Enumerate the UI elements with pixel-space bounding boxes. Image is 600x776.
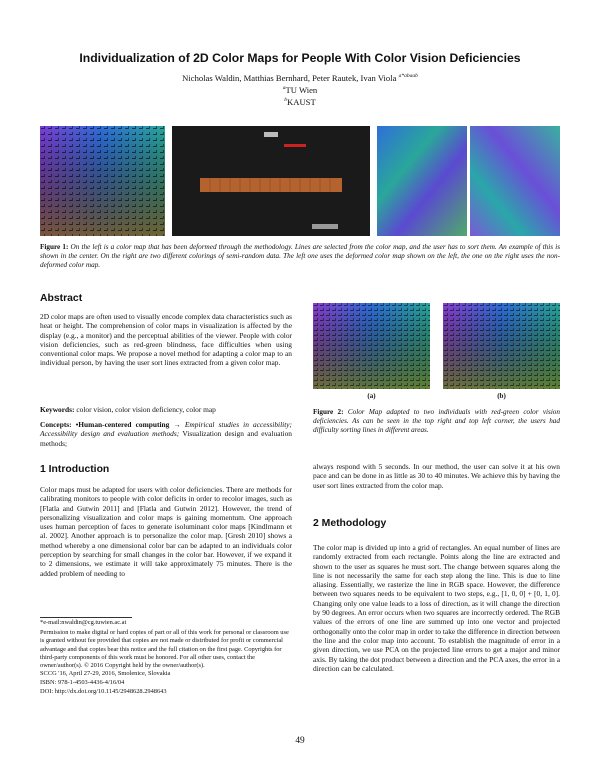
author-marks: a*abaab bbox=[398, 73, 418, 79]
affiliation-a: $^a$TU Wien bbox=[282, 84, 318, 95]
introduction-heading: 1 Introduction bbox=[40, 464, 110, 475]
author-block bbox=[40, 71, 560, 107]
figure2-caption: Figure 2: Color Map adapted to two individuals with red-green color vision deficiencies. As can be seen in the top right and top left corner, the users had difficulty sorting lines in different areas. bbox=[313, 408, 560, 434]
footnote-permission: Permission to make digital or hard copies of part or all of this work for personal or classroom use is granted without fee provided that copies are not made or distributed for profit or commercial advantage and that copies bear this notice and the full citation on the first page. Copyrights for third-party components of this work must be honored. For all other uses, contact the owner/author(s). © 2016 Copyright held by the owner/author(s). bbox=[40, 629, 289, 670]
introduction-text: Color maps must be adapted for users with color deficiencies. There are methods for calibrating monitors to people with color deficits in order to recolor images, such as [Flatla and Gutwin 2011] and [Flatla and Gutwin 2012]. However, the trend of personalizing visualization and color maps is gaining momentum. One approach uses human perception of faces to generate isoluminant color maps [Kindlmann et al. 2002]. Another approach is to personalize the color map. [Gresh 2010] shows a method whereby a one dimensional color bar can be adapted to an individuals color perception by searching for small changes in the color bar. However, if we expand it to 2 dimensions, we estimate it will take approximately 75 minutes. There is the added problem of needing to bbox=[40, 485, 292, 578]
footnote-email: *e-mail:nwaldin@cg.tuwien.ac.at bbox=[40, 619, 127, 626]
figure2b-label: (b) bbox=[497, 392, 506, 400]
figure2b-adapted-color-map bbox=[443, 303, 560, 389]
figure1-sorting-interface bbox=[172, 126, 370, 236]
paper-title: Individualization of 2D Color Maps for People With Color Vision Deficiencies bbox=[79, 51, 521, 65]
footnote-divider bbox=[40, 617, 132, 618]
methodology-heading: 2 Methodology bbox=[313, 518, 387, 529]
sorting-ui-graphic bbox=[172, 126, 370, 236]
keywords-line: Keywords: color vision, color vision deficiency, color map bbox=[40, 405, 216, 414]
abstract-heading: Abstract bbox=[40, 293, 83, 304]
introduction-continuation: always respond with 5 seconds. In our method, the user can solve it at his own pace and can be done in as little as 30 to 40 minutes. We achieve this by having the user sort lines extracted from the color map. bbox=[313, 462, 560, 490]
page-number: 49 bbox=[295, 736, 305, 746]
concepts-line: Concepts: •Human-centered computing → Empirical studies in accessibility; Accessibility design and evaluation methods; Visualization design and evaluation methods; bbox=[40, 420, 292, 448]
footnote-conference: SCCG '16, April 27-29, 2016, Smolenice, Slovakia bbox=[40, 670, 171, 677]
figure2a-adapted-color-map bbox=[313, 303, 430, 389]
footnote-doi: DOI: http://dx.doi.org/10.1145/2948628.2948643 bbox=[40, 688, 167, 695]
affiliation-b: $^b$KAUST bbox=[284, 96, 316, 107]
author-names: Nicholas Waldin, Matthias Bernhard, Peter Rautek, Ivan Viola bbox=[182, 72, 397, 83]
figure1-semi-random-data-colorings bbox=[377, 126, 560, 236]
sorting-status-text bbox=[284, 144, 306, 147]
figure1-deformed-color-map bbox=[40, 126, 165, 236]
sorting-top-button[interactable] bbox=[264, 132, 278, 137]
abstract-text: 2D color maps are often used to visually encode complex data characteristics such as heat or height. The comprehension of color maps in visualization is affected by the display (e.g., a monitor) and the perceptual abilities of the viewer. People with color vision deficiencies, such as red-green blindness, face difficulties when using conventional color maps. We propose a novel method for adapting a color map to an individual person, by having the user sort lines extracted from a given color map. bbox=[40, 312, 292, 368]
sorting-next-button[interactable] bbox=[312, 224, 338, 229]
color-squares-bar[interactable] bbox=[200, 178, 342, 192]
methodology-text: The color map is divided up into a grid of rectangles. An equal number of lines are randomly extracted from each rectangle. Points along the line are extracted and shown to the user as squares he must sort. The change between squares along the line is not necessarily the same for each step along the line. This is due to line aliasing. Essentially, we rasterize the line in RGB space. However, the difference between two squares needs to be equivalent to two steps, e.g., [1, 0, 0] + [0, 1, 0]. Changing only one value leads to a loss of direction, as it will change the direction by 90 degrees. An error occurs when two squares are incorrectly ordered. The RGB values of the errors of one line are summed up into one vector and projected orthogonally onto the color map in order to take the difference in direction between the line and the color map into account. To establish the magnitude of error in a given direction, we use PCA on the projected line errors to get a major and minor axis. By taking the dot product between a direction and the PCA axes, the error in a direction can be calculated. bbox=[313, 543, 560, 673]
figure1-caption: Figure 1: On the left is a color map that has been deformed through the methodology. Lines are selected from the color map, and the user has to sort them. An example of this is shown in the center. On the right are two different colorings of semi-random data. The left one uses the deformed color map shown on the left, the one on the right uses the non-deformed color map. bbox=[40, 243, 561, 269]
author-names-line bbox=[40, 71, 560, 83]
footnote-isbn: ISBN: 978-1-4503-4436-4/16/04 bbox=[40, 679, 125, 686]
figure2a-label: (a) bbox=[367, 392, 376, 400]
